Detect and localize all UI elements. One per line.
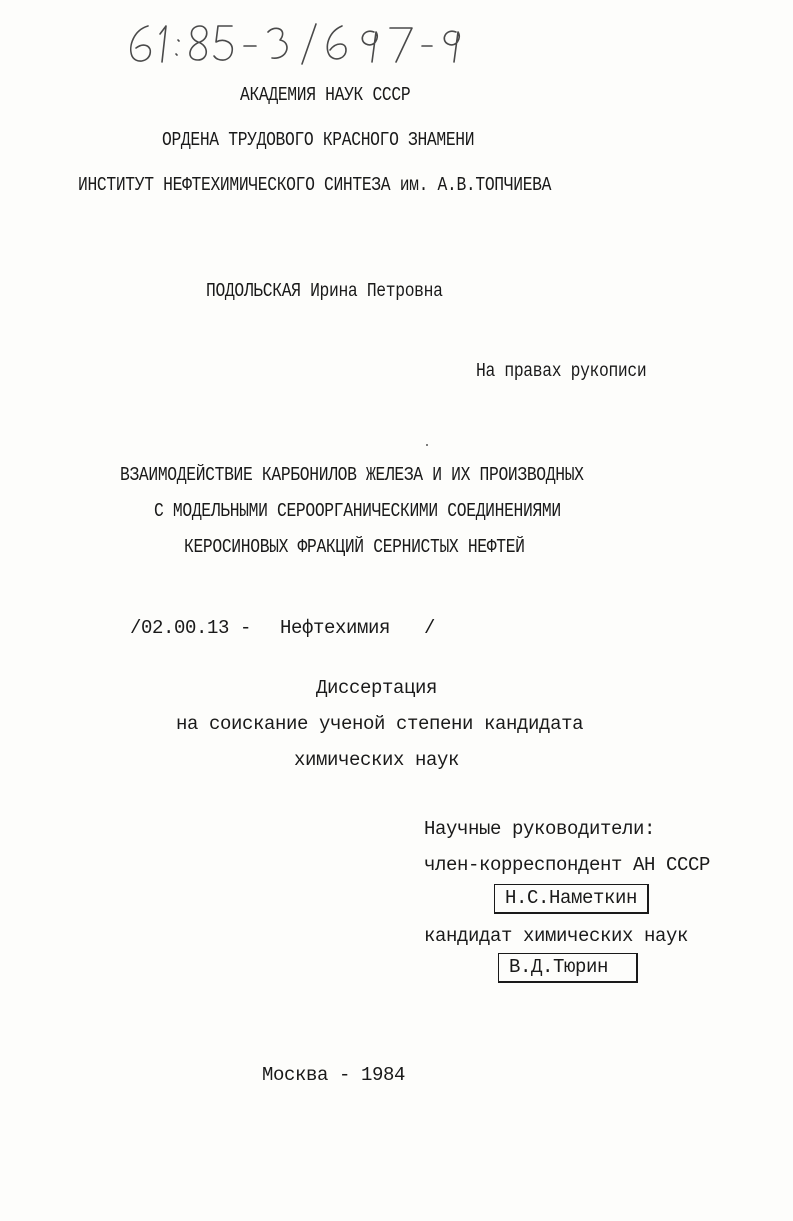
rights-note-text: На правах рукописи bbox=[476, 360, 647, 382]
author-name: ПОДОЛЬСКАЯ Ирина Петровна bbox=[206, 280, 443, 302]
handwritten-archive-note bbox=[120, 12, 480, 72]
title-line-2 bbox=[154, 502, 627, 521]
specialty-code: /02.00.13 - bbox=[130, 617, 252, 639]
specialty-name-line bbox=[280, 619, 390, 638]
place-year-line bbox=[262, 1066, 405, 1085]
academy-name: АКАДЕМИЯ НАУК СССР bbox=[240, 84, 411, 106]
order-name: ОРДЕНА ТРУДОВОГО КРАСНОГО ЗНАМЕНИ bbox=[162, 129, 475, 151]
author-line bbox=[206, 282, 481, 301]
specialty-close-line bbox=[424, 619, 435, 638]
order-line bbox=[162, 131, 525, 150]
paper-speck bbox=[426, 444, 428, 446]
supervisors-heading-text: Научные руководители: bbox=[424, 818, 656, 840]
supervisor-2-title-text: кандидат химических наук bbox=[424, 925, 689, 947]
supervisor-1-title-text: член-корреспондент АН СССР bbox=[424, 854, 711, 876]
degree-line-3 bbox=[294, 751, 459, 770]
specialty-line bbox=[130, 619, 251, 638]
degree-text-2: на соискание ученой степени кандидата bbox=[176, 713, 584, 735]
supervisor-1-title bbox=[424, 856, 710, 875]
academy-line bbox=[240, 86, 438, 105]
specialty-close: / bbox=[424, 617, 436, 639]
supervisor-2-name-box bbox=[498, 953, 638, 983]
title-text-1: ВЗАИМОДЕЙСТВИЕ КАРБОНИЛОВ ЖЕЛЕЗА И ИХ ПРОИЗВОДНЫХ bbox=[120, 464, 584, 486]
supervisors-heading bbox=[424, 820, 655, 839]
rights-note bbox=[476, 362, 674, 381]
supervisor-1-name-box bbox=[494, 884, 649, 914]
specialty-name: Нефтехимия bbox=[280, 617, 391, 639]
title-line-1 bbox=[120, 466, 659, 485]
institute-name: ИНСТИТУТ НЕФТЕХИМИЧЕСКОГО СИНТЕЗА им. А.В.ТОПЧИЕВА bbox=[78, 174, 552, 196]
degree-text-3: химических наук bbox=[294, 749, 460, 771]
institute-line bbox=[78, 176, 628, 195]
degree-line-1 bbox=[316, 679, 437, 698]
degree-text-1: Диссертация bbox=[316, 677, 438, 699]
degree-line-2 bbox=[176, 715, 583, 734]
supervisor-2-title bbox=[424, 927, 688, 946]
place-year: Москва - 1984 bbox=[262, 1064, 406, 1086]
title-line-3 bbox=[184, 538, 580, 557]
title-text-2: С МОДЕЛЬНЫМИ СЕРООРГАНИЧЕСКИМИ СОЕДИНЕНИЯМИ bbox=[154, 500, 561, 522]
supervisor-1-name: Н.С.Наметкин bbox=[505, 887, 638, 909]
supervisor-2-name: В.Д.Тюрин bbox=[509, 956, 609, 978]
title-text-3: КЕРОСИНОВЫХ ФРАКЦИЙ СЕРНИСТЫХ НЕФТЕЙ bbox=[184, 536, 525, 558]
